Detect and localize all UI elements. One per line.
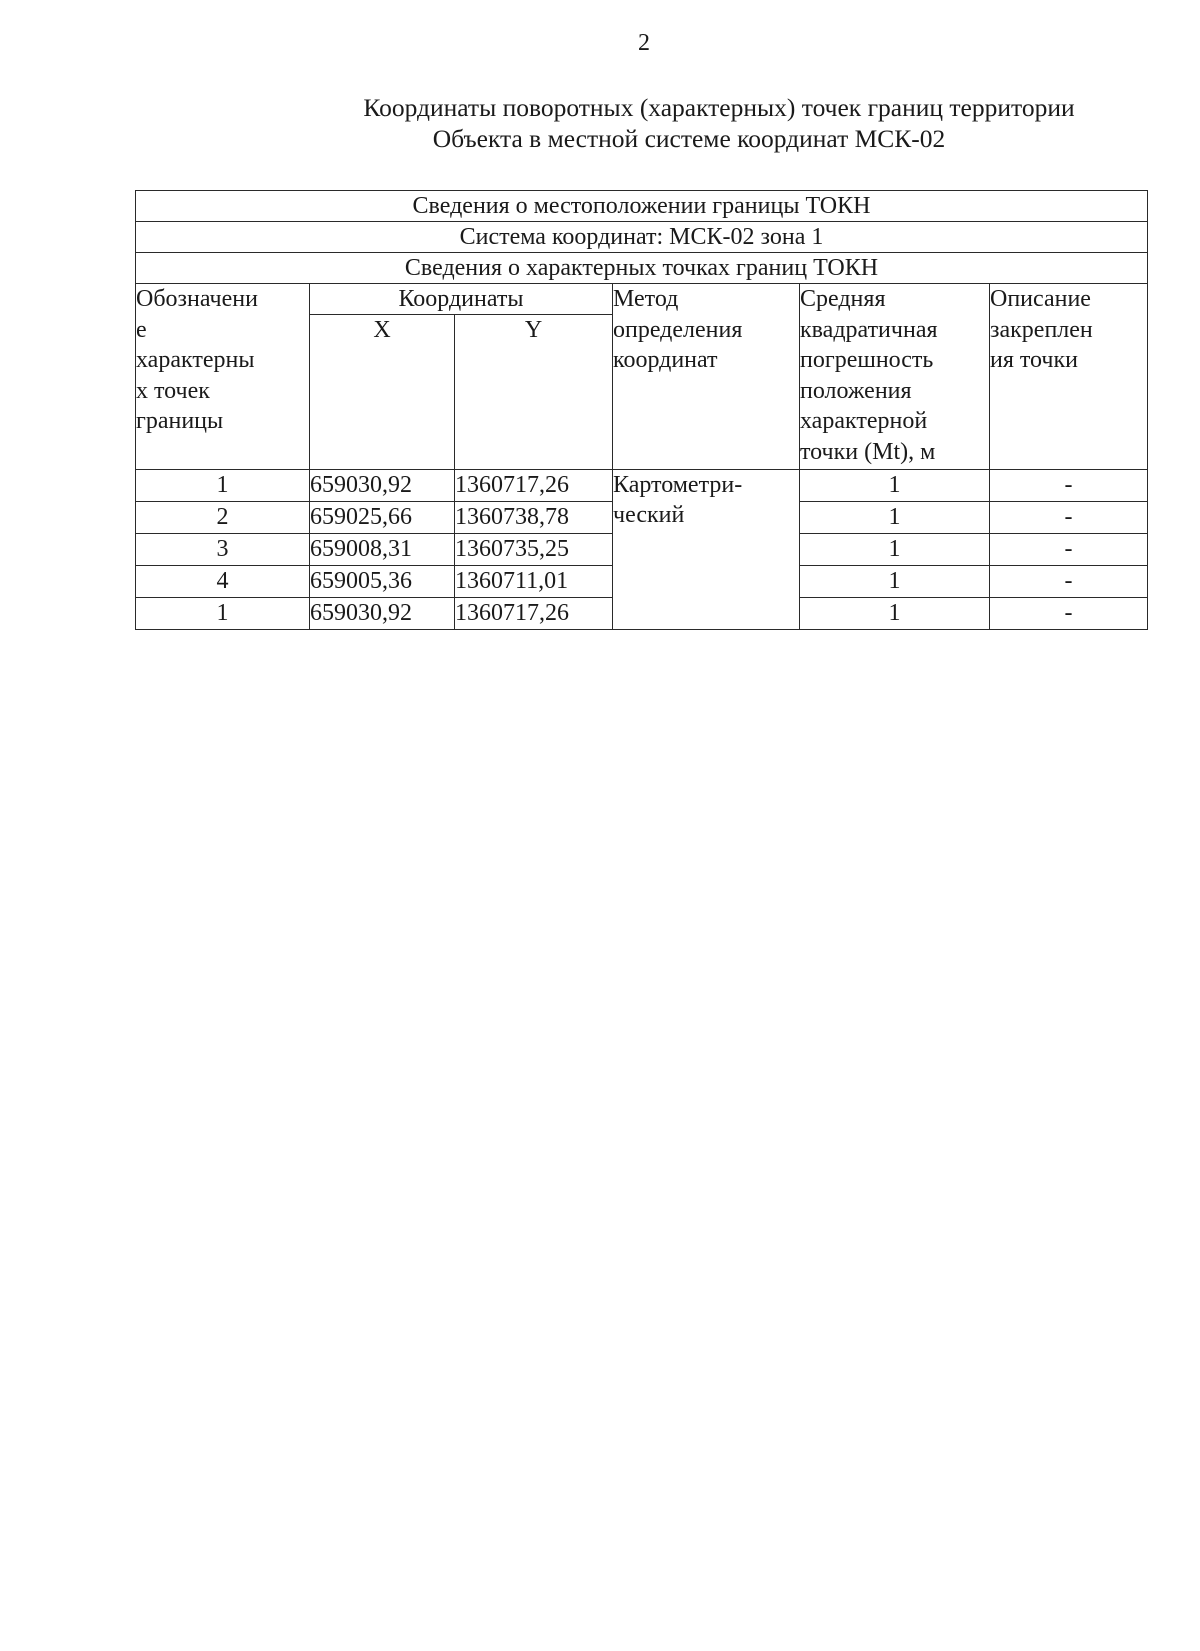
header-point-line: х точек: [136, 377, 210, 404]
cell-y: 1360735,25: [455, 534, 613, 566]
cell-x: 659005,36: [310, 566, 455, 598]
header-point-line: характерны: [136, 347, 255, 373]
cell-y: 1360711,01: [455, 566, 613, 598]
header-point-line: Обозначени: [136, 286, 258, 312]
header-error-line: погрешность: [800, 347, 934, 373]
cell-description: -: [990, 470, 1148, 502]
header-method-line: координат: [613, 347, 718, 373]
cell-point: 3: [136, 534, 310, 566]
method-line: Картометри-: [613, 472, 743, 498]
header-description-line: закреплен: [990, 316, 1093, 343]
header-description-line: ия точки: [990, 347, 1079, 373]
cell-error: 1: [800, 598, 990, 630]
cell-error: 1: [800, 470, 990, 502]
method-line: ческий: [613, 502, 685, 528]
title-line-1: Координаты поворотных (характерных) точек границ территории: [363, 93, 1075, 122]
table-row: [136, 470, 1148, 502]
cell-x: 659025,66: [310, 502, 455, 534]
cell-y: 1360738,78: [455, 502, 613, 534]
cell-description: -: [990, 598, 1148, 630]
header-error-line: Средняя: [800, 286, 886, 312]
cell-x: 659008,31: [310, 534, 455, 566]
table-caption-points: Сведения о характерных точках границ ТОКН: [136, 253, 1148, 284]
cell-y: 1360717,26: [455, 598, 613, 630]
cell-description: -: [990, 534, 1148, 566]
page-number: 2: [638, 30, 650, 56]
cell-error: 1: [800, 534, 990, 566]
cell-description: -: [990, 502, 1148, 534]
header-x: X: [310, 315, 455, 470]
header-error-line: положения: [800, 377, 912, 404]
coordinates-table: [135, 190, 1148, 630]
header-point-description: [990, 284, 1148, 470]
header-point-designation: [136, 284, 310, 470]
header-error-line: характерной: [800, 408, 928, 434]
header-coordinates: Координаты: [310, 284, 613, 315]
header-mean-square-error: [800, 284, 990, 470]
cell-point: 4: [136, 566, 310, 598]
cell-point: 2: [136, 502, 310, 534]
cell-method: [613, 470, 800, 630]
cell-x: 659030,92: [310, 598, 455, 630]
header-method-line: Метод: [613, 286, 679, 312]
header-point-line: е: [136, 316, 147, 343]
document-title: [130, 92, 1130, 154]
cell-error: 1: [800, 502, 990, 534]
header-point-line: границы: [136, 408, 224, 434]
table-caption-coordinate-system: Система координат: МСК-02 зона 1: [136, 222, 1148, 253]
cell-x: 659030,92: [310, 470, 455, 502]
header-y: Y: [455, 315, 613, 470]
title-line-2: Объекта в местной системе координат МСК-02: [432, 124, 946, 153]
cell-description: -: [990, 566, 1148, 598]
header-error-line: точки (Mt), м: [800, 438, 936, 465]
header-method: [613, 284, 800, 470]
header-description-line: Описание: [990, 286, 1091, 312]
table-caption-location: Сведения о местоположении границы ТОКН: [136, 191, 1148, 222]
header-method-line: определения: [613, 316, 743, 343]
cell-y: 1360717,26: [455, 470, 613, 502]
cell-error: 1: [800, 566, 990, 598]
cell-point: 1: [136, 470, 310, 502]
cell-point: 1: [136, 598, 310, 630]
header-error-line: квадратичная: [800, 316, 938, 343]
